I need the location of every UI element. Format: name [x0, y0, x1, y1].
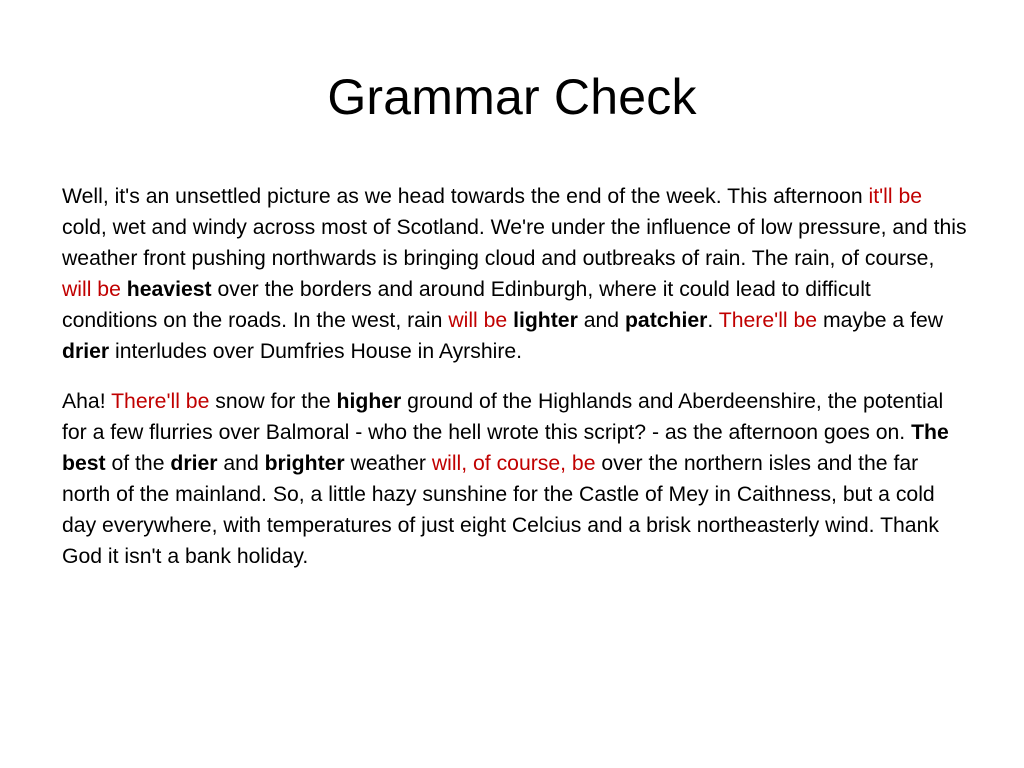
- highlighted-phrase: will, of course, be: [431, 452, 596, 475]
- bold-word: drier: [62, 340, 110, 363]
- plain-text: interludes over Dumfries House in Ayrshire.: [109, 340, 523, 363]
- plain-text: of the: [105, 452, 171, 475]
- plain-text: cold, wet and windy across most of Scotland. We're under the influence of low pressure, and this weather front pushing northwards is bringing cloud and outbreaks of rain. The rain, of course,: [62, 216, 967, 270]
- bold-word: The best: [62, 421, 949, 475]
- bold-word: higher: [336, 390, 402, 413]
- slide-body: [62, 181, 967, 572]
- plain-text: weather: [344, 452, 432, 475]
- bold-word: drier: [170, 452, 218, 475]
- highlighted-phrase: will be: [448, 309, 508, 332]
- highlighted-phrase: There'll be: [718, 309, 818, 332]
- bold-word: brighter: [264, 452, 345, 475]
- highlighted-phrase: will be: [62, 278, 121, 301]
- slide-title: Grammar Check: [327, 69, 697, 125]
- plain-text: Well, it's an unsettled picture as we head towards the end of the week. This afternoon: [62, 185, 869, 208]
- plain-text: over the borders and around Edinburgh, where it could lead to difficult conditions on the roads. In the west, rain: [62, 278, 871, 332]
- plain-text: over the northern isles and the far north of the mainland. So, a little hazy sunshine for the Castle of Mey in Caithness, but a cold day everywhere, with temperatures of just eight Celcius and a brisk northeasterly wind. Thank God it isn't a bank holiday.: [62, 452, 939, 568]
- plain-text: maybe a few: [817, 309, 944, 332]
- paragraph: [62, 181, 967, 367]
- bold-word: heaviest: [126, 278, 212, 301]
- plain-text: snow for the: [209, 390, 337, 413]
- bold-word: lighter: [513, 309, 578, 332]
- plain-text: and: [577, 309, 625, 332]
- plain-text: .: [707, 309, 719, 332]
- plain-text: ground of the Highlands and Aberdeenshire, the potential for a few flurries over Balmoral - who the hell wrote this script? - as the afternoon goes on.: [62, 390, 944, 444]
- bold-word: patchier: [624, 309, 708, 332]
- highlighted-phrase: it'll be: [868, 185, 923, 208]
- highlighted-phrase: There'll be: [111, 390, 210, 413]
- plain-text: and: [217, 452, 265, 475]
- paragraph: [62, 386, 967, 572]
- plain-text: Aha!: [62, 390, 112, 413]
